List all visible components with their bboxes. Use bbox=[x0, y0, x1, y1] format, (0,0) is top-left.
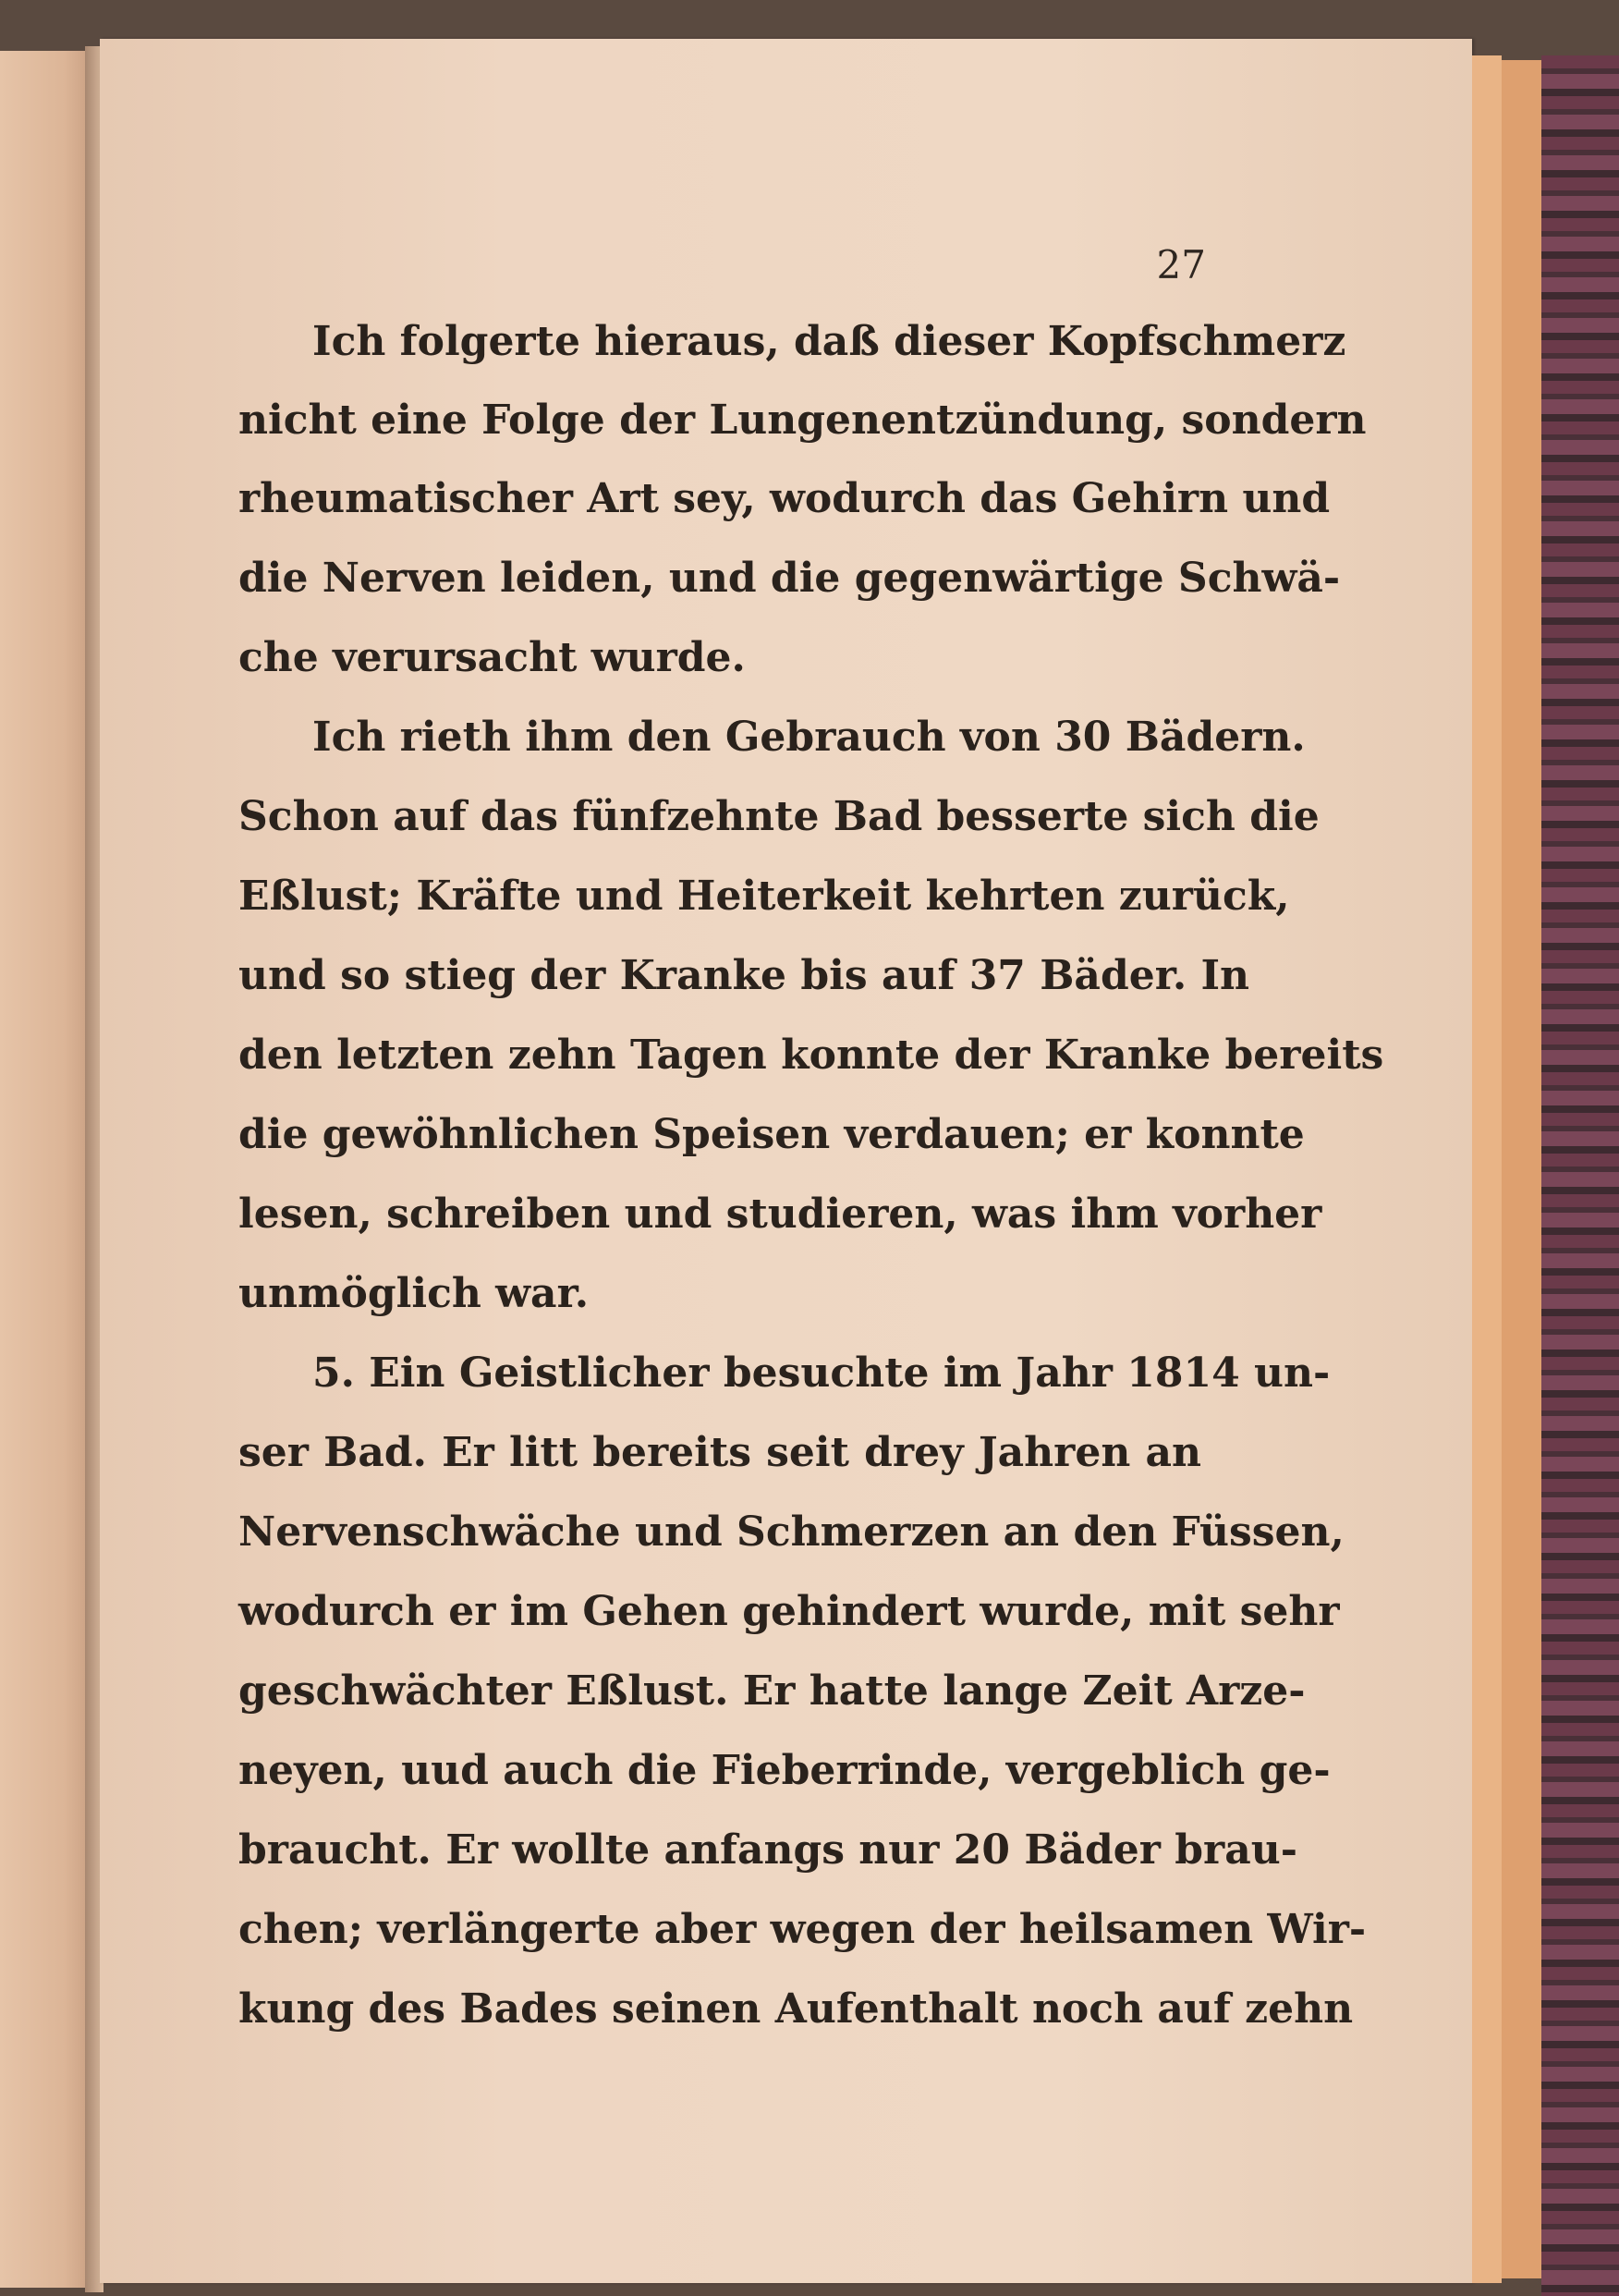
text-line: Eßlust; Kräfte und Heiterkeit kehrten zurück, bbox=[238, 873, 1290, 920]
text-line: ser Bad. Er litt bereits seit drey Jahren an bbox=[238, 1429, 1201, 1476]
book-binding bbox=[1541, 55, 1619, 2296]
text-line: neyen, uud auch die Fieberrinde, vergeblich ge- bbox=[238, 1747, 1331, 1794]
text-line: rheumatischer Art sey, wodurch das Gehirn und bbox=[238, 475, 1331, 522]
text-line: unmöglich war. bbox=[238, 1270, 590, 1317]
text-line: geschwächter Eßlust. Er hatte lange Zeit Arze- bbox=[238, 1667, 1306, 1715]
facing-page-edge bbox=[0, 51, 92, 2288]
page-number: 27 bbox=[1156, 242, 1206, 287]
text-line: die gewöhnlichen Speisen verdauen; er konnte bbox=[238, 1111, 1305, 1158]
text-line: kung des Bades seinen Aufenthalt noch auf zehn bbox=[238, 1985, 1354, 2033]
text-line: die Nerven leiden, und die gegenwärtige Schwä- bbox=[238, 555, 1341, 602]
page-edge-stack bbox=[1472, 55, 1502, 2283]
endpaper-edge bbox=[1502, 60, 1543, 2278]
text-line: wodurch er im Gehen gehindert wurde, mit sehr bbox=[238, 1588, 1340, 1635]
text-line: braucht. Er wollte anfangs nur 20 Bäder brau- bbox=[238, 1826, 1297, 1874]
text-line: Nervenschwäche und Schmerzen an den Füssen, bbox=[238, 1508, 1345, 1556]
text-line: che verursacht wurde. bbox=[238, 634, 746, 681]
text-line: Schon auf das fünfzehnte Bad besserte sich die bbox=[238, 793, 1320, 840]
text-line: den letzten zehn Tagen konnte der Kranke bereits bbox=[238, 1032, 1384, 1079]
text-line: chen; verlängerte aber wegen der heilsamen Wir- bbox=[238, 1906, 1367, 1953]
text-line: nicht eine Folge der Lungenentzündung, sondern bbox=[238, 397, 1367, 444]
text-line: Ich rieth ihm den Gebrauch von 30 Bädern. bbox=[312, 714, 1306, 761]
text-line: Ich folgerte hieraus, daß dieser Kopfschmerz bbox=[312, 318, 1346, 365]
text-line: lesen, schreiben und studieren, was ihm vorher bbox=[238, 1191, 1322, 1238]
text-line: 5. Ein Geistlicher besuchte im Jahr 1814 un- bbox=[312, 1350, 1331, 1397]
text-line: und so stieg der Kranke bis auf 37 Bäder. In bbox=[238, 952, 1250, 999]
